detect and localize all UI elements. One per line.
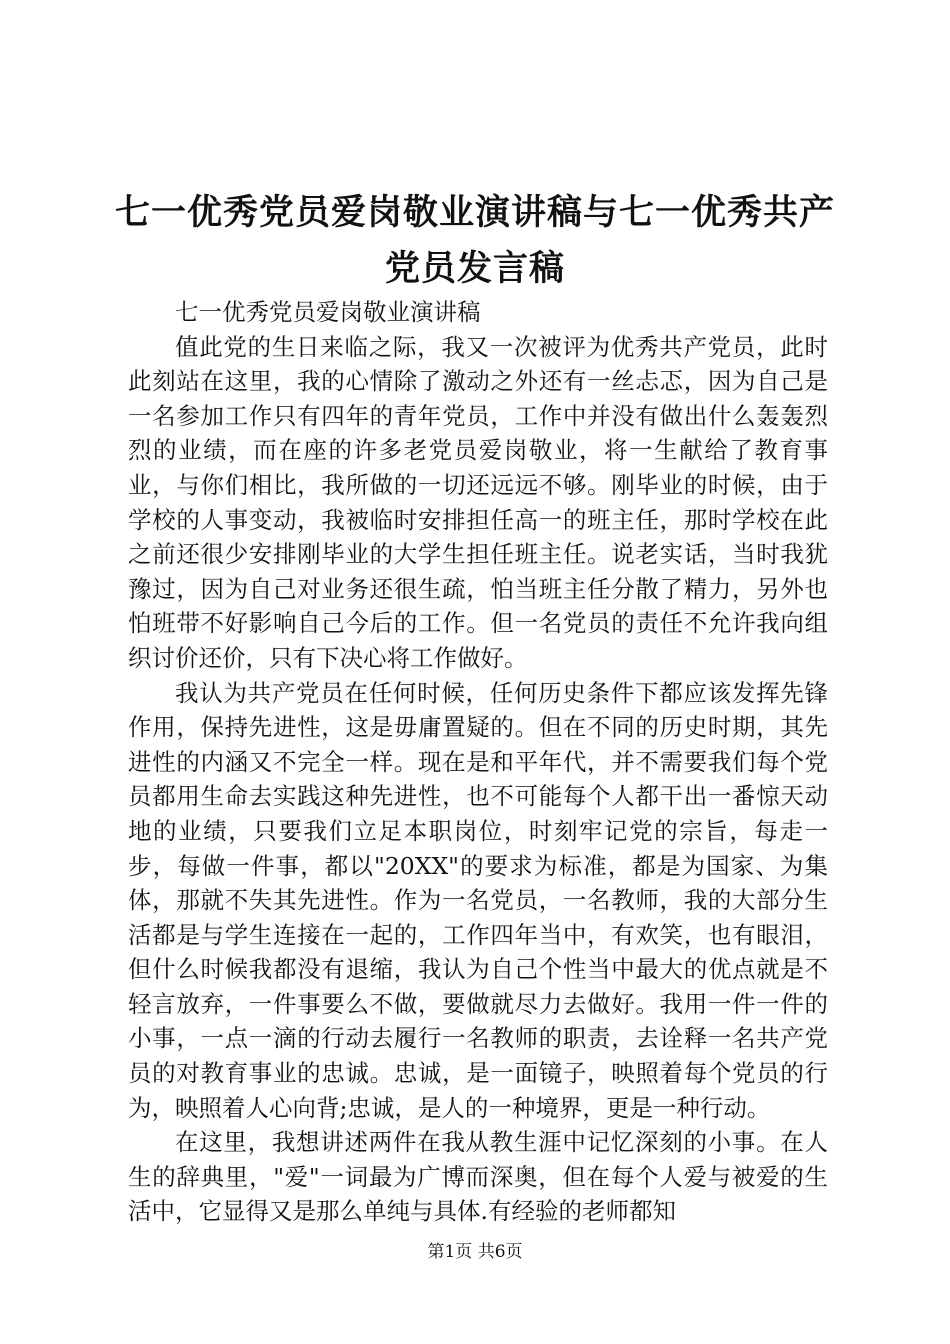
body-paragraph-3: 在这里，我想讲述两件在我从教生涯中记忆深刻的小事。在人生的辞典里，"爱"一词最为广博而深奥，但在每个人爱与被爱的生活中，它显得又是那么单纯与具体.有经验的老师都知 (128, 1128, 828, 1226)
document-body (128, 295, 828, 1229)
document-title-line-1: 七一优秀党员爱岗敬业演讲稿与七一优秀共产 (114, 193, 835, 233)
page-number-footer: 第1页 共6页 (427, 1242, 523, 1262)
body-paragraph-1: 值此党的生日来临之际，我又一次被评为优秀共产党员，此时此刻站在这里，我的心情除了激动之外还有一丝忐忑，因为自己是一名参加工作只有四年的青年党员，工作中并没有做出什么轰轰烈烈的业绩，而在座的许多老党员爱岗敬业，将一生献给了教育事业，与你们相比，我所做的一切还远远不够。刚毕业的时候，由于学校的人事变动，我被临时安排担任高一的班主任，那时学校在此之前还很少安排刚毕业的大学生担任班主任。说老实话，当时我犹豫过，因为自己对业务还很生疏，怕当班主任分散了精力，另外也怕班带不好影响自己今后的工作。但一名党员的责任不允许我向组织讨价还价，只有下决心将工作做好。 (128, 332, 828, 672)
document-title-line-2: 党员发言稿 (384, 249, 565, 289)
section-subheading: 七一优秀党员爱岗敬业演讲稿 (175, 298, 481, 326)
body-paragraph-2: 我认为共产党员在任何时候，任何历史条件下都应该发挥先锋作用，保持先进性，这是毋庸置疑的。但在不同的历史时期，其先进性的内涵又不完全一样。现在是和平年代，并不需要我们每个党员都用生命去实践这种先进性，也不可能每个人都干出一番惊天动地的业绩，只要我们立足本职岗位，时刻牢记党的宗旨，每走一步，每做一件事，都以"20XX"的要求为标准，都是为国家、为集体，那就不失其先进性。作为一名党员，一名教师，我的大部分生活都是与学生连接在一起的，工作四年当中，有欢笑，也有眼泪，但什么时候我都没有退缩，我认为自己个性当中最大的优点就是不轻言放弃，一件事要么不做，要做就尽力去做好。我用一件一件的小事，一点一滴的行动去履行一名教师的职责，去诠释一名共产党员的对教育事业的忠诚。忠诚，是一面镜子，映照着每个党员的行为，映照着人心向背;忠诚，是人的一种境界，更是一种行动。 (128, 678, 828, 1122)
